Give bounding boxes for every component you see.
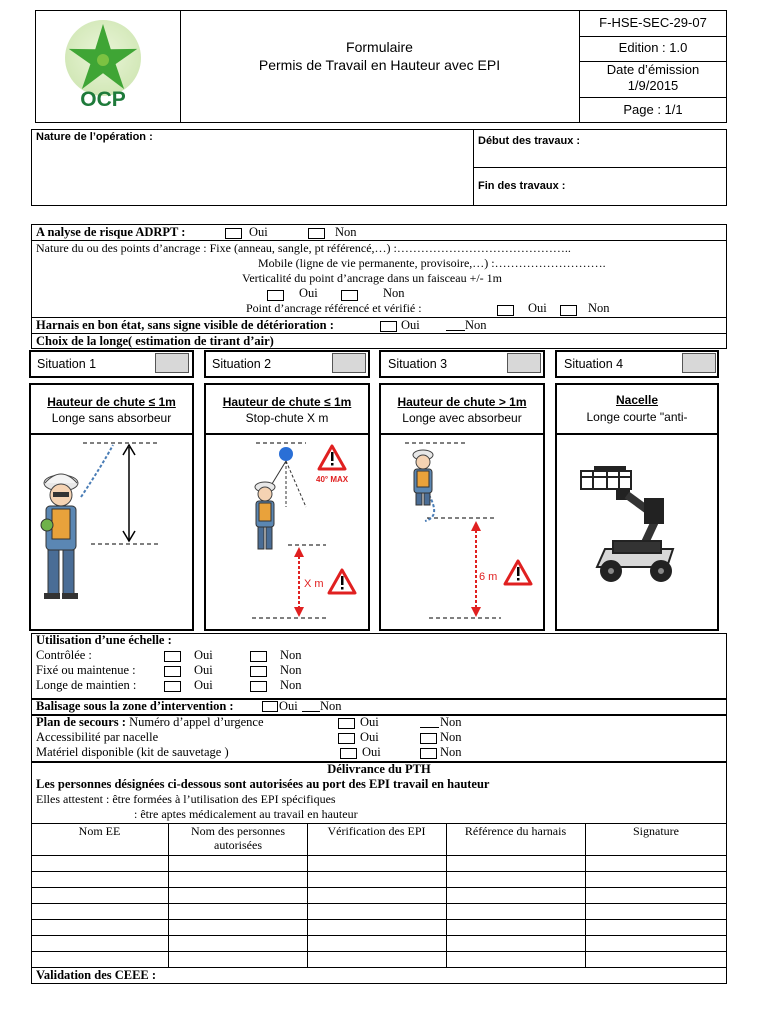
table-line bbox=[31, 871, 727, 872]
oui-label: Oui bbox=[360, 715, 379, 729]
harnais-oui-label: Oui bbox=[401, 318, 420, 332]
longe-oui-checkbox[interactable] bbox=[164, 681, 181, 692]
urgence-non-checkbox[interactable] bbox=[420, 727, 439, 728]
table-line bbox=[585, 823, 586, 967]
echelle-row-label: Longe de maintien : bbox=[36, 678, 137, 692]
nature-operation-field[interactable]: Nature de l’opération : bbox=[36, 131, 153, 143]
balisage-label: Balisage sous la zone d’intervention : bbox=[36, 699, 234, 713]
adrpt-label: A nalyse de risque ADRPT : bbox=[36, 225, 186, 239]
table-line bbox=[31, 903, 727, 904]
balisage-non-label: Non bbox=[320, 699, 342, 713]
point-ref-non-label: Non bbox=[588, 301, 610, 315]
form-edition: Edition : 1.0 bbox=[618, 40, 688, 55]
delivrance-title: Délivrance du PTH bbox=[327, 762, 431, 776]
situation-2-desc: Stop-chute X m bbox=[245, 411, 329, 425]
adrpt-oui-checkbox[interactable] bbox=[225, 228, 242, 239]
fin-travaux-field[interactable]: Fin des travaux : bbox=[478, 180, 566, 192]
table-line bbox=[446, 823, 447, 967]
validation-ceee[interactable]: Validation des CEEE : bbox=[36, 968, 157, 982]
verticalite-text: Verticalité du point d’ancrage dans un faisceau +/- 1m bbox=[242, 271, 503, 285]
table-header-signature: Signature bbox=[633, 824, 679, 838]
point-ref-text: Point d’ancrage référencé et vérifié : bbox=[246, 301, 422, 315]
longe-non-checkbox[interactable] bbox=[250, 681, 267, 692]
oui-label: Oui bbox=[194, 678, 213, 692]
secours-row-label: Matériel disponible (kit de sauvetage ) bbox=[36, 745, 229, 759]
panel-divider bbox=[379, 433, 545, 435]
verticalite-non-checkbox[interactable] bbox=[341, 290, 358, 301]
non-label: Non bbox=[280, 648, 302, 662]
oui-label: Oui bbox=[360, 730, 379, 744]
situation-1-desc: Longe sans absorbeur bbox=[51, 411, 172, 425]
situation-4-checkbox[interactable] bbox=[682, 353, 716, 373]
aerial-lift-icon bbox=[581, 467, 673, 581]
panel-divider bbox=[204, 433, 370, 435]
svg-text:OCP: OCP bbox=[80, 88, 126, 111]
delivrance-subtitle: Les personnes désignées ci-dessous sont autorisées au port des EPI travail en hauteur bbox=[36, 777, 490, 791]
situation-3-desc: Longe avec absorbeur bbox=[402, 411, 522, 425]
harnais-non-checkbox[interactable] bbox=[446, 330, 465, 331]
oui-label: Oui bbox=[194, 648, 213, 662]
adrpt-non-checkbox[interactable] bbox=[308, 228, 325, 239]
panel-divider bbox=[29, 433, 194, 435]
verticalite-non-label: Non bbox=[383, 286, 405, 300]
table-line bbox=[31, 935, 727, 936]
harnais-non-label: Non bbox=[465, 318, 487, 332]
oui-label: Oui bbox=[194, 663, 213, 677]
situation-1-checkbox[interactable] bbox=[155, 353, 189, 373]
adrpt-oui-label: Oui bbox=[249, 225, 268, 239]
date-value: 1/9/2015 bbox=[627, 78, 679, 93]
ocp-logo bbox=[60, 16, 146, 112]
situation-1-illustration bbox=[31, 437, 192, 629]
panel-divider bbox=[555, 433, 719, 435]
situation-2-label: Situation 2 bbox=[212, 357, 272, 371]
echelle-title: Utilisation d’une échelle : bbox=[36, 633, 172, 647]
svg-text:X m: X m bbox=[304, 578, 324, 590]
echelle-row-label: Contrôlée : bbox=[36, 648, 92, 662]
warning-icon bbox=[505, 561, 531, 584]
non-label: Non bbox=[440, 745, 462, 759]
table-header-nom-personnes: Nom des personnes autorisées bbox=[191, 824, 285, 852]
point-ref-oui-checkbox[interactable] bbox=[497, 305, 514, 316]
table-header-reference: Référence du harnais bbox=[464, 824, 567, 838]
warning-icon bbox=[319, 446, 345, 469]
situation-4-title: Nacelle bbox=[615, 393, 659, 407]
harnais-text: Harnais en bon état, sans signe visible de détérioration : bbox=[36, 318, 334, 332]
balisage-non-checkbox[interactable] bbox=[302, 711, 320, 712]
oui-label: Oui bbox=[362, 745, 381, 759]
fixe-non-checkbox[interactable] bbox=[250, 666, 267, 677]
materiel-oui-checkbox[interactable] bbox=[340, 748, 357, 759]
delivrance-line-2: : être aptes médicalement au travail en hauteur bbox=[134, 807, 358, 821]
adrpt-row bbox=[36, 225, 185, 240]
adrpt-non-label: Non bbox=[335, 225, 357, 239]
controlee-non-checkbox[interactable] bbox=[250, 651, 267, 662]
delivrance-line-1: Elles attestent : être formées à l’utilisation des EPI spécifiques bbox=[36, 792, 336, 806]
worker-icon bbox=[41, 474, 78, 599]
situation-3-checkbox[interactable] bbox=[507, 353, 541, 373]
non-label: Non bbox=[280, 678, 302, 692]
logo-icon bbox=[60, 16, 146, 112]
secours-title: Plan de secours : bbox=[36, 715, 126, 729]
form-title: Formulaire bbox=[346, 39, 413, 55]
situation-4-desc: Longe courte "anti- bbox=[586, 410, 688, 424]
controlee-oui-checkbox[interactable] bbox=[164, 651, 181, 662]
table-line bbox=[307, 823, 308, 967]
nacelle-oui-checkbox[interactable] bbox=[338, 733, 355, 744]
situation-2-title: Hauteur de chute ≤ 1m bbox=[222, 395, 352, 409]
date-label: Date d’émission bbox=[606, 62, 700, 77]
nacelle-non-checkbox[interactable] bbox=[420, 733, 437, 744]
materiel-non-checkbox[interactable] bbox=[420, 748, 437, 759]
svg-text:6 m: 6 m bbox=[479, 571, 498, 583]
point-ref-oui-label: Oui bbox=[528, 301, 547, 315]
svg-text:40° MAX: 40° MAX bbox=[316, 475, 349, 484]
worker-icon bbox=[413, 450, 433, 505]
table-line bbox=[31, 855, 727, 856]
situation-4-illustration bbox=[557, 437, 717, 629]
balisage-oui-checkbox[interactable] bbox=[262, 701, 278, 712]
page-number: Page : 1/1 bbox=[623, 102, 683, 117]
form-subtitle: Permis de Travail en Hauteur avec EPI bbox=[258, 57, 501, 73]
echelle-row-label: Fixé ou maintenue : bbox=[36, 663, 136, 677]
secours-row bbox=[36, 715, 264, 730]
header-divider bbox=[579, 36, 727, 37]
balisage-oui-label: Oui bbox=[279, 699, 298, 713]
urgence-oui-checkbox[interactable] bbox=[338, 718, 355, 729]
operation-divider bbox=[473, 167, 727, 168]
situation-3-illustration bbox=[381, 437, 543, 629]
situation-4-label: Situation 4 bbox=[564, 357, 624, 371]
non-label: Non bbox=[440, 730, 462, 744]
verticalite-oui-label: Oui bbox=[299, 286, 318, 300]
form-ref: F-HSE-SEC-29-07 bbox=[599, 15, 707, 30]
harnais-oui-checkbox[interactable] bbox=[380, 321, 397, 332]
situation-1-label: Situation 1 bbox=[37, 357, 97, 371]
longe-choice-text: Choix de la longe( estimation de tirant d’air) bbox=[36, 334, 274, 348]
header-divider bbox=[579, 97, 727, 98]
fixe-oui-checkbox[interactable] bbox=[164, 666, 181, 677]
secours-row-label: Numéro d’appel d’urgence bbox=[129, 715, 264, 729]
table-line bbox=[168, 823, 169, 967]
non-label: Non bbox=[440, 715, 462, 729]
situation-3-title: Hauteur de chute > 1m bbox=[397, 395, 527, 409]
non-label: Non bbox=[280, 663, 302, 677]
verticalite-oui-checkbox[interactable] bbox=[267, 290, 284, 301]
table-line bbox=[31, 919, 727, 920]
situation-2-illustration bbox=[206, 437, 368, 629]
table-header-verification: Vérification des EPI bbox=[327, 824, 426, 838]
situation-2-checkbox[interactable] bbox=[332, 353, 366, 373]
debut-travaux-field[interactable]: Début des travaux : bbox=[478, 135, 581, 147]
warning-icon bbox=[329, 570, 355, 593]
ancrage-fixe-text: Nature du ou des points d’ancrage : Fixe (anneau, sangle, pt référencé,…) :…………………………………….. bbox=[36, 241, 571, 255]
situation-3-label: Situation 3 bbox=[388, 357, 448, 371]
table-line bbox=[31, 951, 727, 952]
point-ref-non-checkbox[interactable] bbox=[560, 305, 577, 316]
table-header-nom-ee: Nom EE bbox=[78, 824, 121, 838]
table-line bbox=[31, 887, 727, 888]
secours-row-label: Accessibilité par nacelle bbox=[36, 730, 159, 744]
situation-1-title: Hauteur de chute ≤ 1m bbox=[47, 395, 176, 409]
worker-icon bbox=[255, 482, 275, 549]
ancrage-mobile-text: Mobile (ligne de vie permanente, provisoire,…) :………………………. bbox=[258, 256, 606, 270]
